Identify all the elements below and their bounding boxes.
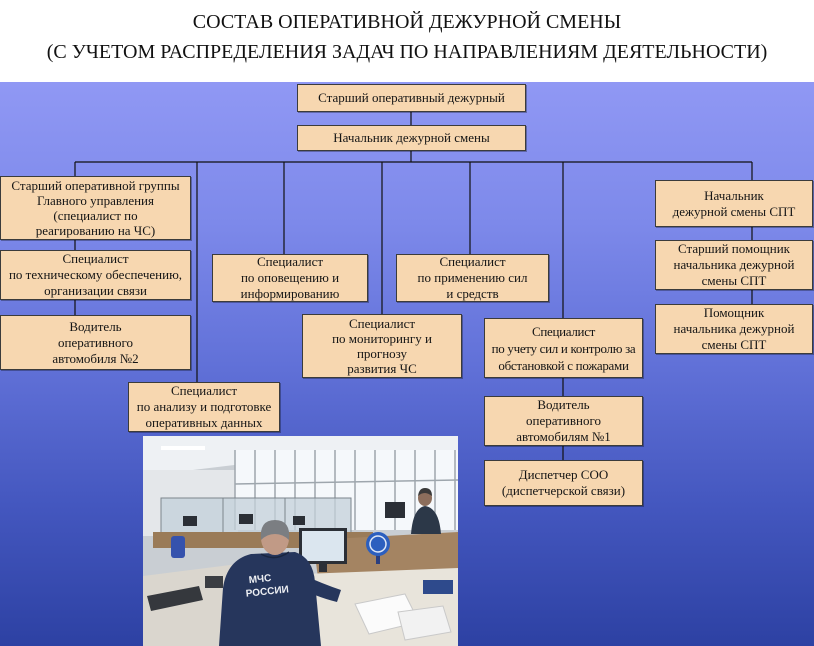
box-label-line: Начальник дежурной смены <box>333 130 490 145</box>
box-label-line: Старший оперативной группы <box>11 178 180 193</box>
box-label-line: оперативного <box>58 334 133 350</box>
box-label-line: смены СПТ <box>701 337 767 352</box>
box-label-line: оперативных данных <box>145 415 263 430</box>
photo-back-monitor <box>239 514 253 524</box>
photo-folder <box>423 580 453 594</box>
photo-back-monitor <box>183 516 197 526</box>
photo-side-monitor <box>385 502 405 518</box>
box-label-line: Специалист <box>348 316 416 331</box>
box-spt-senior-assistant <box>655 240 813 290</box>
photo-operator-jacket <box>219 552 321 646</box>
box-label-line: по учету сил и контролю за <box>491 340 636 356</box>
box-label-line: по техническому обеспечению, <box>8 267 183 282</box>
photo-chair <box>171 536 185 558</box>
box-label-line: реагированию на ЧС) <box>35 223 156 238</box>
box-label-line: начальника дежурной <box>673 257 795 272</box>
box-label-line: Старший помощник <box>678 241 790 256</box>
box-fire-control-specialist <box>484 318 643 378</box>
box-label-line: информированию <box>240 286 340 301</box>
box-forces-specialist <box>396 254 549 302</box>
box-label-line: Помощник <box>703 305 765 320</box>
box-label-line: развития ЧС <box>347 361 417 376</box>
box-label-line: Старший оперативный дежурный <box>318 90 505 105</box>
box-label-line: смены СПТ <box>701 273 767 288</box>
box-label-line: начальника дежурной <box>673 321 795 336</box>
box-label-line: Водитель <box>69 318 122 334</box>
box-label-line: Главного управления <box>37 193 154 208</box>
slide-subtitle: (С УЧЕТОМ РАСПРЕДЕЛЕНИЯ ЗАДАЧ ПО НАПРАВЛЕНИЯМ ДЕЯТЕЛЬНОСТИ) <box>46 41 768 63</box>
slide-title: СОСТАВ ОПЕРАТИВНОЙ ДЕЖУРНОЙ СМЕНЫ <box>192 11 622 33</box>
photo-phone <box>205 576 223 588</box>
box-label-line: Начальник <box>704 187 764 203</box>
box-shift-chief <box>297 125 526 151</box>
box-label-line: по мониторингу и <box>332 331 432 346</box>
box-label-line: Водитель <box>537 397 590 412</box>
box-label-line: дежурной смены СПТ <box>672 203 796 219</box>
box-label-line: по оповещению и <box>240 270 340 285</box>
box-spt-assistant <box>655 304 813 354</box>
box-senior-ops-group <box>0 176 191 240</box>
title-area <box>0 0 814 82</box>
box-driver-1 <box>484 396 643 446</box>
operations-room-photo <box>143 436 458 646</box>
box-label-line: прогнозу <box>356 346 408 361</box>
box-label-line: Специалист <box>62 251 129 266</box>
box-label-line: оперативного <box>526 413 601 428</box>
box-senior-duty-officer <box>297 84 526 112</box>
box-notification-specialist <box>212 254 368 302</box>
box-label-line: по анализу и подготовке <box>136 399 272 414</box>
box-label-line: Специалист <box>256 254 324 269</box>
box-monitoring-specialist <box>302 314 462 378</box>
box-label-line: автомобиля №2 <box>52 350 139 366</box>
box-label-line: Диспетчер СОО <box>518 467 609 482</box>
box-dispatcher <box>484 460 643 506</box>
box-spt-shift-chief <box>655 180 813 227</box>
jacket-lettering-line: РОССИИ <box>245 584 290 600</box>
photo-scene <box>143 436 458 646</box>
box-label-line: Специалист <box>170 383 238 398</box>
photo-ceiling-light <box>161 446 205 450</box>
box-tech-support-specialist <box>0 250 191 300</box>
box-label-line: Специалист <box>531 323 596 339</box>
box-analysis-specialist <box>128 382 280 432</box>
box-label-line: Специалист <box>439 254 506 269</box>
box-label-line: и средств <box>446 286 499 301</box>
box-driver-2 <box>0 315 191 370</box>
box-label-line: (диспетчерской связи) <box>501 483 626 498</box>
photo-back-monitor <box>293 516 305 525</box>
box-label-line: автомобилям №1 <box>516 429 611 444</box>
jacket-lettering-line: МЧС <box>248 572 272 587</box>
box-label-line: по применению сил <box>417 270 528 285</box>
box-label-line: обстановкой с пожарами <box>498 357 629 373</box>
box-label-line: (специалист по <box>53 208 138 223</box>
box-label-line: организации связи <box>44 283 147 298</box>
